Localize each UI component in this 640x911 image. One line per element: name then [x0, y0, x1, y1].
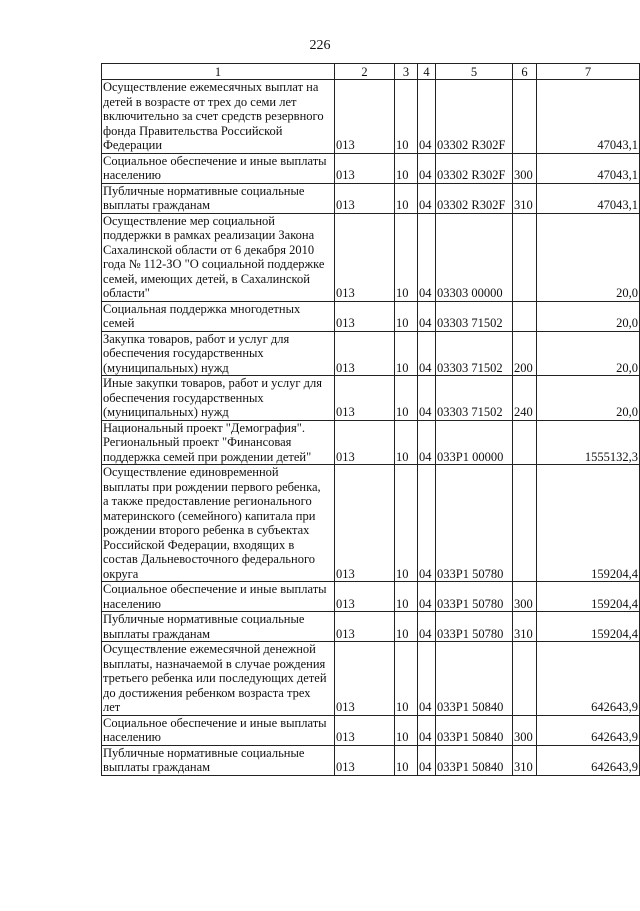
target-item-code-cell: 033P1 50780 [436, 612, 513, 642]
target-item-code-cell: 03302 R302F [436, 80, 513, 154]
column-header: 5 [436, 64, 513, 80]
section-code-cell: 10 [395, 331, 418, 376]
expense-type-code-cell [513, 420, 537, 465]
table-row [102, 213, 640, 301]
table-row [102, 183, 640, 213]
amount-cell: 642643,9 [537, 745, 640, 775]
section-code-cell: 10 [395, 642, 418, 716]
section-code-cell: 10 [395, 213, 418, 301]
subsection-code-cell: 04 [418, 213, 436, 301]
subsection-code-cell: 04 [418, 80, 436, 154]
target-item-code-cell: 03302 R302F [436, 183, 513, 213]
column-header: 1 [102, 64, 335, 80]
row-name-cell: Публичные нормативные социальные выплаты гражданам [102, 612, 335, 642]
section-code-cell: 10 [395, 465, 418, 582]
target-item-code-cell: 033P1 50840 [436, 642, 513, 716]
row-name-cell: Закупка товаров, работ и услуг для обеспечения государственных (муниципальных) нужд [102, 331, 335, 376]
subsection-code-cell: 04 [418, 183, 436, 213]
subsection-code-cell: 04 [418, 612, 436, 642]
subsection-code-cell: 04 [418, 331, 436, 376]
target-item-code-cell: 033P1 50780 [436, 465, 513, 582]
row-name-cell: Национальный проект "Демография". Региональный проект "Финансовая поддержка семей при рождении детей" [102, 420, 335, 465]
ministry-code-cell: 013 [335, 582, 395, 612]
table-row [102, 153, 640, 183]
row-name-cell: Социальное обеспечение и иные выплаты населению [102, 153, 335, 183]
amount-cell: 47043,1 [537, 80, 640, 154]
expense-type-code-cell [513, 213, 537, 301]
ministry-code-cell: 013 [335, 153, 395, 183]
subsection-code-cell: 04 [418, 465, 436, 582]
target-item-code-cell: 03303 00000 [436, 213, 513, 301]
amount-cell: 1555132,3 [537, 420, 640, 465]
target-item-code-cell: 033P1 50780 [436, 582, 513, 612]
table-row [102, 612, 640, 642]
amount-cell: 159204,4 [537, 612, 640, 642]
section-code-cell: 10 [395, 582, 418, 612]
ministry-code-cell: 013 [335, 745, 395, 775]
subsection-code-cell: 04 [418, 153, 436, 183]
page-number: 226 [309, 38, 331, 53]
section-code-cell: 10 [395, 715, 418, 745]
table-row [102, 301, 640, 331]
target-item-code-cell: 03303 71502 [436, 301, 513, 331]
table-row [102, 80, 640, 154]
column-header: 7 [537, 64, 640, 80]
table-row [102, 715, 640, 745]
row-name-cell: Осуществление ежемесячной денежной выплаты, назначаемой в случае рождения третьего ребенка или последующих детей до достижения ребенком возраста трех лет [102, 642, 335, 716]
target-item-code-cell: 03303 71502 [436, 331, 513, 376]
table-header-row [102, 64, 640, 80]
expense-type-code-cell: 310 [513, 745, 537, 775]
table-row [102, 420, 640, 465]
expense-type-code-cell: 300 [513, 715, 537, 745]
section-code-cell: 10 [395, 183, 418, 213]
row-name-cell: Осуществление ежемесячных выплат на детей в возрасте от трех до семи лет включительно за счет средств резервного фонда Правительства Российской Федерации [102, 80, 335, 154]
expense-type-code-cell: 200 [513, 331, 537, 376]
subsection-code-cell: 04 [418, 715, 436, 745]
ministry-code-cell: 013 [335, 213, 395, 301]
expense-type-code-cell: 310 [513, 183, 537, 213]
column-header: 6 [513, 64, 537, 80]
expense-type-code-cell [513, 465, 537, 582]
amount-cell: 20,0 [537, 376, 640, 421]
expense-type-code-cell: 310 [513, 612, 537, 642]
section-code-cell: 10 [395, 376, 418, 421]
amount-cell: 47043,1 [537, 153, 640, 183]
row-name-cell: Социальная поддержка многодетных семей [102, 301, 335, 331]
ministry-code-cell: 013 [335, 642, 395, 716]
ministry-code-cell: 013 [335, 420, 395, 465]
ministry-code-cell: 013 [335, 715, 395, 745]
ministry-code-cell: 013 [335, 80, 395, 154]
ministry-code-cell: 013 [335, 183, 395, 213]
row-name-cell: Публичные нормативные социальные выплаты гражданам [102, 745, 335, 775]
target-item-code-cell: 03303 71502 [436, 376, 513, 421]
amount-cell: 642643,9 [537, 642, 640, 716]
table-row [102, 376, 640, 421]
ministry-code-cell: 013 [335, 612, 395, 642]
table-row [102, 642, 640, 716]
row-name-cell: Осуществление единовременной выплаты при рождении первого ребенка, а также предоставление регионального материнского (семейного) капитала при рождении второго ребенка в субъектах Российской Федерации, входящих в состав Дальневосточного федерального округа [102, 465, 335, 582]
expense-type-code-cell: 300 [513, 153, 537, 183]
subsection-code-cell: 04 [418, 642, 436, 716]
target-item-code-cell: 033P1 00000 [436, 420, 513, 465]
table-row [102, 582, 640, 612]
row-name-cell: Социальное обеспечение и иные выплаты населению [102, 715, 335, 745]
column-header: 2 [335, 64, 395, 80]
column-header: 4 [418, 64, 436, 80]
table-row [102, 331, 640, 376]
target-item-code-cell: 03302 R302F [436, 153, 513, 183]
budget-table [101, 63, 640, 776]
expense-type-code-cell [513, 80, 537, 154]
subsection-code-cell: 04 [418, 376, 436, 421]
row-name-cell: Осуществление мер социальной поддержки в рамках реализации Закона Сахалинской области от 6 декабря 2010 года № 112-ЗО "О социальной поддержке семей, имеющих детей, в Сахалинской области" [102, 213, 335, 301]
target-item-code-cell: 033P1 50840 [436, 715, 513, 745]
ministry-code-cell: 013 [335, 331, 395, 376]
section-code-cell: 10 [395, 153, 418, 183]
section-code-cell: 10 [395, 80, 418, 154]
target-item-code-cell: 033P1 50840 [436, 745, 513, 775]
row-name-cell: Социальное обеспечение и иные выплаты населению [102, 582, 335, 612]
column-header: 3 [395, 64, 418, 80]
expense-type-code-cell: 300 [513, 582, 537, 612]
amount-cell: 47043,1 [537, 183, 640, 213]
section-code-cell: 10 [395, 301, 418, 331]
ministry-code-cell: 013 [335, 465, 395, 582]
amount-cell: 159204,4 [537, 582, 640, 612]
ministry-code-cell: 013 [335, 376, 395, 421]
row-name-cell: Публичные нормативные социальные выплаты гражданам [102, 183, 335, 213]
row-name-cell: Иные закупки товаров, работ и услуг для обеспечения государственных (муниципальных) нужд [102, 376, 335, 421]
amount-cell: 20,0 [537, 301, 640, 331]
subsection-code-cell: 04 [418, 745, 436, 775]
subsection-code-cell: 04 [418, 582, 436, 612]
section-code-cell: 10 [395, 420, 418, 465]
expense-type-code-cell [513, 642, 537, 716]
amount-cell: 642643,9 [537, 715, 640, 745]
table-row [102, 465, 640, 582]
table-row [102, 745, 640, 775]
expense-type-code-cell [513, 301, 537, 331]
expense-type-code-cell: 240 [513, 376, 537, 421]
amount-cell: 20,0 [537, 331, 640, 376]
subsection-code-cell: 04 [418, 301, 436, 331]
ministry-code-cell: 013 [335, 301, 395, 331]
subsection-code-cell: 04 [418, 420, 436, 465]
section-code-cell: 10 [395, 612, 418, 642]
section-code-cell: 10 [395, 745, 418, 775]
amount-cell: 20,0 [537, 213, 640, 301]
amount-cell: 159204,4 [537, 465, 640, 582]
